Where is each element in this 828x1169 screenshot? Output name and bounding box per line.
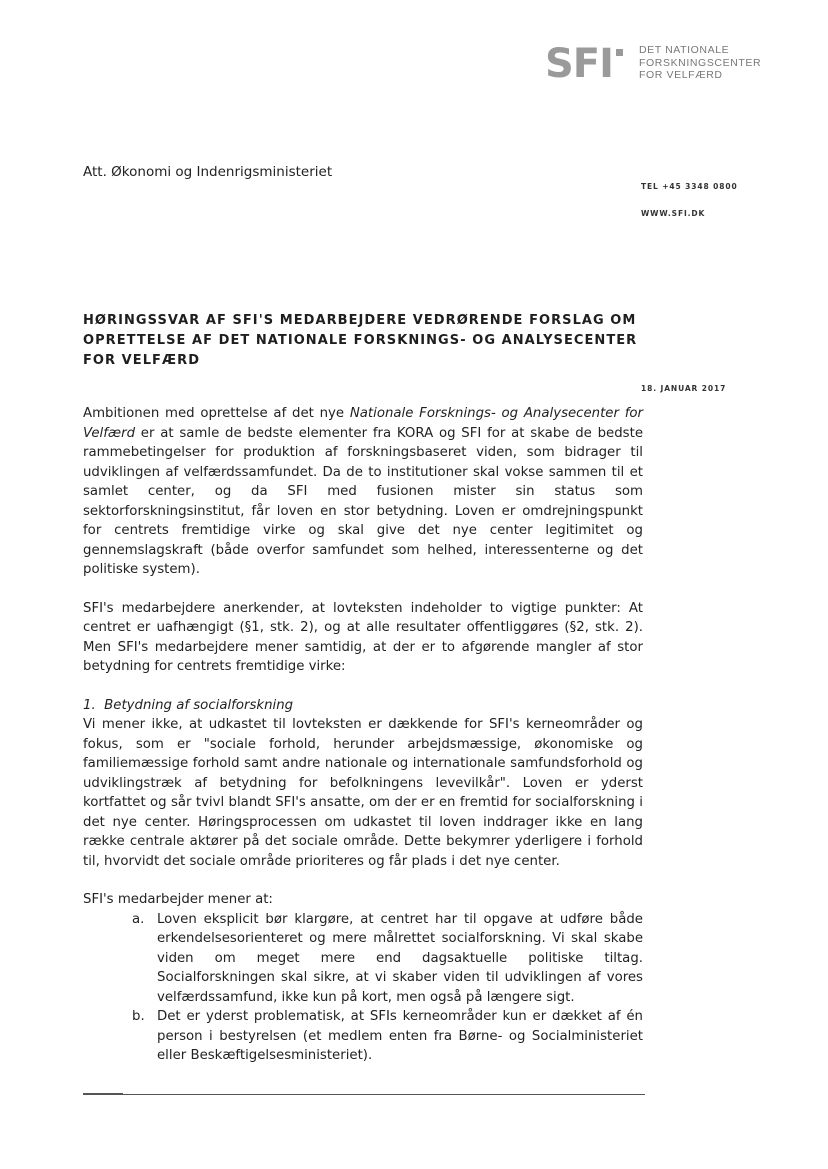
logo-text xyxy=(639,44,761,82)
contact-tel: TEL +45 3348 0800 xyxy=(641,182,738,191)
footer-rule xyxy=(83,1094,645,1095)
logo-text-line2: FORSKNINGSCENTER xyxy=(639,56,762,69)
paragraph-acknowledgement: SFI's medarbejdere anerkender, at lovteksten indeholder to vigtige punkter: At centret er uafhængigt (§1, stk. 2), og at alle resultater offentliggøres (§2, stk. 2). Men SFI's medarbejdere mener samtidig, at der er to afgørende mangler af stor betydning for centrets fremtidige virke: xyxy=(83,600,643,674)
sfi-logo xyxy=(545,41,762,88)
section-number: 1. xyxy=(83,697,96,713)
list-marker: a. xyxy=(132,911,145,927)
opinion-list xyxy=(83,910,643,1066)
logo-mark: SFI xyxy=(545,41,614,87)
center-name: Nationale Forsknings- og Analysecenter for Velfærd xyxy=(83,406,643,441)
logo-text-line1: DET NATIONALE xyxy=(639,44,730,56)
contact-web: WWW.SFI.DK xyxy=(641,209,706,218)
list-item xyxy=(83,910,643,1008)
document-heading: HØRINGSSVAR AF SFI'S MEDARBEJDERE VEDRØRENDE FORSLAG OM OPRETTELSE AF DET NATIONALE FORSKNINGS- OG ANALYSECENTER FOR VELFÆRD xyxy=(83,313,638,368)
logo-square-icon xyxy=(616,49,623,56)
document-body xyxy=(83,404,643,1066)
list-item-text: Loven eksplicit bør klargøre, at centret har til opgave at udføre både erkendelsesorienteret og mere målrettet socialforskning. Vi skal skabe viden om meget mere end dagsaktuelle politiske tiltag. Socialforskningen skal sikre, at vi skaber viden til udviklingen af vores velfærdssamfund, ikke kun på kort, men også på længere sigt. xyxy=(157,911,643,1005)
paragraph-intro-after: er at samle de bedste elementer fra KORA og SFI for at skabe de bedste rammebetingelser for produktion af forskningsbaseret viden, som bidrager til udviklingen af velfærdssamfundet. Da de to institutioner skal vokse sammen til et samlet center, og da SFI med fusionen mister sin status som sektorforskningsinstitut, får loven en stor betydning. Loven er omdrejningspunkt for centrets fremtidige virke og skal give det nye center legitimitet og gennemslagskraft (både overfor samfundet som helhed, interessenterne og det politiske system). xyxy=(83,425,643,577)
logo-text-line3: FOR VELFÆRD xyxy=(639,69,723,81)
section-heading xyxy=(83,696,643,716)
list-item xyxy=(83,1007,643,1066)
list-item-text: Det er yderst problematisk, at SFIs kerneområder kun er dækket af én person i bestyrelsen (et medlem enten fra Børne- og Socialministeriet eller Beskæftigelsesministeriet). xyxy=(157,1009,643,1063)
opinion-intro: SFI's medarbejder mener at: xyxy=(83,892,273,907)
document-date: 18. JANUAR 2017 xyxy=(641,384,727,393)
list-marker: b. xyxy=(132,1009,145,1024)
paragraph-intro xyxy=(83,404,643,580)
recipient: Att. Økonomi og Indenrigsministeriet xyxy=(83,164,333,180)
section-title: Betydning af socialforskning xyxy=(104,697,294,713)
paragraph-intro-before: Ambitionen med oprettelse af det nye xyxy=(83,406,350,421)
section-text: Vi mener ikke, at udkastet til lovteksten er dækkende for SFI's kerneområder og fokus, som er "sociale forhold, herunder arbejdsmæssige, økonomiske og familiemæssige forhold samt andre nationale og internationale samfundsforhold og udviklingstræk af betydning for befolkningens levevilkår". Loven er yderst kortfattet og sår tvivl blandt SFI's ansatte, om der er en fremtid for socialforskning i det nye center. Høringsprocessen om udkastet til loven inddrager ikke en lang række centrale aktører på det sociale område. Dette bekymrer yderligere i forhold til, hvorvidt det sociale område prioriteres og får plads i det nye center. xyxy=(83,717,643,869)
